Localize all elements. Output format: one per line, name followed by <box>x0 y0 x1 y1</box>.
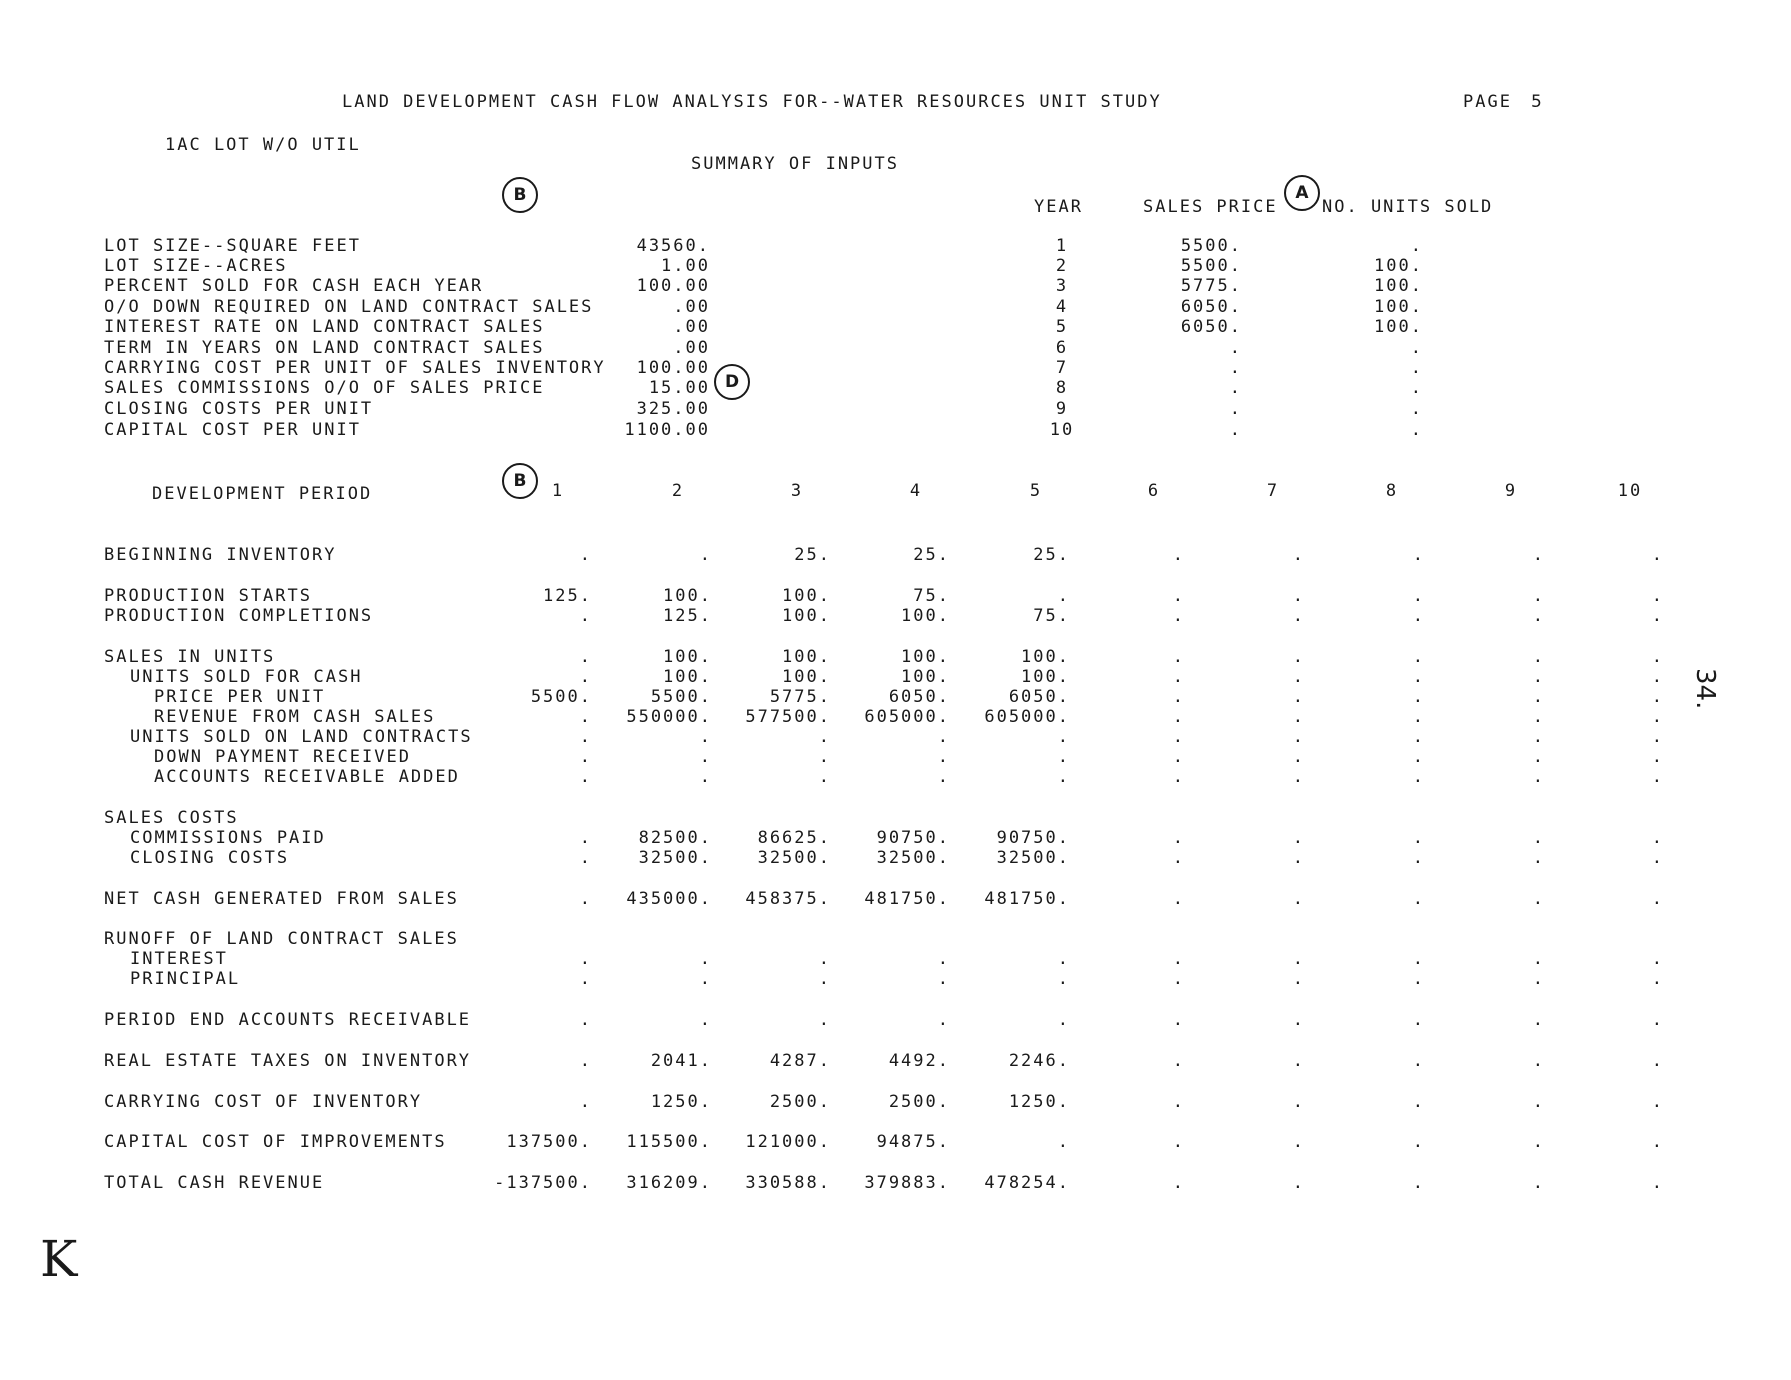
row-value: 605000. <box>984 707 1070 727</box>
row-value: . <box>1172 727 1185 747</box>
row-value: . <box>1412 1092 1425 1112</box>
row-value: 32500. <box>996 848 1070 868</box>
row-label: TOTAL CASH REVENUE <box>104 1173 325 1193</box>
row-value: . <box>1651 606 1664 626</box>
row-value: 478254. <box>984 1173 1070 1193</box>
input-value: 15.00 <box>648 378 710 398</box>
period-column-header: 8 <box>1385 481 1399 501</box>
row-value: . <box>1172 828 1185 848</box>
row-value: 100. <box>663 586 712 606</box>
row-label: REAL ESTATE TAXES ON INVENTORY <box>104 1051 472 1071</box>
schedule-units: . <box>1410 338 1423 358</box>
row-value: . <box>699 747 712 767</box>
row-value: . <box>579 969 592 989</box>
row-value: . <box>1532 889 1545 909</box>
row-value: . <box>579 1092 592 1112</box>
row-value: . <box>937 969 950 989</box>
schedule-price: 5500. <box>1180 236 1242 256</box>
period-column-header: 10 <box>1617 481 1643 501</box>
row-value: . <box>699 767 712 787</box>
input-label: PERCENT SOLD FOR CASH EACH YEAR <box>104 276 484 296</box>
row-value: . <box>1412 1132 1425 1152</box>
row-value: . <box>1651 1051 1664 1071</box>
schedule-units: . <box>1410 378 1423 398</box>
schedule-units: . <box>1410 420 1423 440</box>
period-column-header: 7 <box>1266 481 1280 501</box>
row-value: 125. <box>663 606 712 626</box>
row-value: . <box>1651 1010 1664 1030</box>
row-value: . <box>579 545 592 565</box>
summary-title: SUMMARY OF INPUTS <box>691 154 899 174</box>
row-value: . <box>1172 1132 1185 1152</box>
row-value: . <box>1172 1051 1185 1071</box>
input-value: 100.00 <box>636 276 710 296</box>
row-value: . <box>1651 949 1664 969</box>
schedule-year-header: YEAR <box>1034 197 1083 217</box>
schedule-year: 9 <box>1055 399 1069 419</box>
row-value: . <box>1292 1173 1305 1193</box>
row-value: . <box>1172 667 1185 687</box>
side-page-number: 34. <box>1690 668 1720 710</box>
row-value: . <box>1532 828 1545 848</box>
input-label: CAPITAL COST PER UNIT <box>104 420 361 440</box>
row-value: . <box>579 747 592 767</box>
row-value: . <box>1172 969 1185 989</box>
row-value: . <box>1292 606 1305 626</box>
input-value: 100.00 <box>636 358 710 378</box>
row-value: . <box>579 606 592 626</box>
row-value: . <box>699 545 712 565</box>
row-label: PRINCIPAL <box>130 969 241 989</box>
row-value: . <box>1172 747 1185 767</box>
input-value: 325.00 <box>636 399 710 419</box>
row-value: . <box>1532 667 1545 687</box>
row-value: . <box>1651 848 1664 868</box>
row-value: 6050. <box>1008 687 1070 707</box>
row-value: . <box>1651 767 1664 787</box>
row-label: SALES IN UNITS <box>104 647 276 667</box>
row-value: . <box>1651 707 1664 727</box>
row-value: 2246. <box>1008 1051 1070 1071</box>
row-value: . <box>818 767 831 787</box>
schedule-price: 5500. <box>1180 256 1242 276</box>
input-value: .00 <box>673 317 710 337</box>
schedule-units: 100. <box>1374 276 1423 296</box>
row-value: 100. <box>782 647 831 667</box>
row-value: . <box>1651 647 1664 667</box>
row-value: 4492. <box>888 1051 950 1071</box>
row-value: 100. <box>782 586 831 606</box>
handwritten-initial: K <box>40 1230 78 1288</box>
row-value: 115500. <box>626 1132 712 1152</box>
row-value: . <box>937 727 950 747</box>
row-value: . <box>1412 949 1425 969</box>
row-value: . <box>1532 606 1545 626</box>
row-value: 1250. <box>1008 1092 1070 1112</box>
period-column-header: 6 <box>1147 481 1161 501</box>
row-label: PRICE PER UNIT <box>154 687 326 707</box>
row-value: . <box>1532 848 1545 868</box>
schedule-price: . <box>1229 378 1242 398</box>
row-value: . <box>1292 687 1305 707</box>
schedule-price: 6050. <box>1180 297 1242 317</box>
annotation-b-circle: B <box>502 177 538 213</box>
row-value: . <box>1172 848 1185 868</box>
row-label: ACCOUNTS RECEIVABLE ADDED <box>154 767 460 787</box>
row-value: . <box>818 969 831 989</box>
row-value: 125. <box>543 586 592 606</box>
row-value: . <box>1532 969 1545 989</box>
row-value: . <box>1172 606 1185 626</box>
schedule-year: 5 <box>1055 317 1069 337</box>
row-value: . <box>1172 767 1185 787</box>
row-value: 32500. <box>757 848 831 868</box>
period-column-header: 5 <box>1029 481 1043 501</box>
row-value: 379883. <box>864 1173 950 1193</box>
row-value: . <box>1651 828 1664 848</box>
row-value: . <box>1292 707 1305 727</box>
input-label: CLOSING COSTS PER UNIT <box>104 399 374 419</box>
row-value: . <box>699 1010 712 1030</box>
row-value: . <box>1532 949 1545 969</box>
schedule-year: 3 <box>1055 276 1069 296</box>
row-value: . <box>1412 1173 1425 1193</box>
row-value: 2500. <box>888 1092 950 1112</box>
row-value: -137500. <box>494 1173 592 1193</box>
row-value: . <box>1172 1010 1185 1030</box>
row-value: . <box>937 1010 950 1030</box>
row-value: . <box>1172 586 1185 606</box>
row-label: CARRYING COST OF INVENTORY <box>104 1092 423 1112</box>
schedule-price-header: SALES PRICE <box>1143 197 1278 217</box>
row-value: . <box>818 747 831 767</box>
row-value: 550000. <box>626 707 712 727</box>
page-number: 5 <box>1531 92 1542 112</box>
row-label: CAPITAL COST OF IMPROVEMENTS <box>104 1132 447 1152</box>
row-value: 330588. <box>745 1173 831 1193</box>
row-value: . <box>1292 889 1305 909</box>
row-value: . <box>1412 687 1425 707</box>
row-value: . <box>1412 828 1425 848</box>
schedule-price: 5775. <box>1180 276 1242 296</box>
annotation-a-circle: A <box>1284 175 1320 211</box>
row-value: . <box>1532 1092 1545 1112</box>
row-value: . <box>1292 828 1305 848</box>
schedule-year: 2 <box>1055 256 1069 276</box>
schedule-year: 6 <box>1055 338 1069 358</box>
row-value: . <box>1651 687 1664 707</box>
row-value: 481750. <box>984 889 1070 909</box>
row-value: . <box>1651 1173 1664 1193</box>
row-value: . <box>1412 747 1425 767</box>
row-value: 100. <box>901 647 950 667</box>
input-value: .00 <box>673 297 710 317</box>
row-value: 25. <box>794 545 831 565</box>
row-value: . <box>1292 1010 1305 1030</box>
row-value: 2041. <box>650 1051 712 1071</box>
row-value: . <box>818 1010 831 1030</box>
row-value: 32500. <box>876 848 950 868</box>
row-value: . <box>1532 1173 1545 1193</box>
row-value: . <box>699 969 712 989</box>
schedule-price: 6050. <box>1180 317 1242 337</box>
row-value: . <box>1172 687 1185 707</box>
row-value: . <box>1172 1092 1185 1112</box>
row-value: . <box>1292 647 1305 667</box>
row-value: 481750. <box>864 889 950 909</box>
row-value: 25. <box>913 545 950 565</box>
row-value: 577500. <box>745 707 831 727</box>
period-column-header: 4 <box>909 481 923 501</box>
row-value: . <box>1292 1051 1305 1071</box>
row-value: . <box>937 747 950 767</box>
row-value: . <box>1172 545 1185 565</box>
row-value: . <box>1292 848 1305 868</box>
row-value: . <box>1532 747 1545 767</box>
period-header-label: DEVELOPMENT PERIOD <box>152 484 373 504</box>
row-label: NET CASH GENERATED FROM SALES <box>104 889 459 909</box>
schedule-units: 100. <box>1374 317 1423 337</box>
row-value: . <box>1057 969 1070 989</box>
schedule-price: . <box>1229 399 1242 419</box>
row-value: . <box>1412 848 1425 868</box>
row-value: . <box>1057 747 1070 767</box>
schedule-units-header: NO. UNITS SOLD <box>1322 197 1494 217</box>
row-value: . <box>1292 667 1305 687</box>
row-value: . <box>937 949 950 969</box>
row-value: . <box>1532 1051 1545 1071</box>
input-value: 1100.00 <box>624 420 710 440</box>
row-value: . <box>699 727 712 747</box>
study-subtitle: 1AC LOT W/O UTIL <box>165 135 361 155</box>
row-label: PRODUCTION STARTS <box>104 586 312 606</box>
row-value: 32500. <box>638 848 712 868</box>
row-value: 100. <box>663 647 712 667</box>
row-value: . <box>1651 747 1664 767</box>
row-value: 6050. <box>888 687 950 707</box>
row-value: . <box>1412 647 1425 667</box>
annotation-b2-circle: B <box>502 463 538 499</box>
schedule-units: . <box>1410 399 1423 419</box>
row-value: 100. <box>901 667 950 687</box>
period-column-header: 9 <box>1504 481 1518 501</box>
row-value: 1250. <box>650 1092 712 1112</box>
row-value: . <box>579 828 592 848</box>
schedule-year: 10 <box>1049 420 1075 440</box>
row-label: RUNOFF OF LAND CONTRACT SALES <box>104 929 459 949</box>
input-label: CARRYING COST PER UNIT OF SALES INVENTORY <box>104 358 606 378</box>
row-value: . <box>1292 747 1305 767</box>
annotation-d-circle: D <box>714 364 750 400</box>
row-value: . <box>1651 1092 1664 1112</box>
row-value: . <box>1532 1010 1545 1030</box>
schedule-year: 1 <box>1055 236 1069 256</box>
schedule-price: . <box>1229 358 1242 378</box>
row-value: . <box>1651 969 1664 989</box>
row-value: . <box>1057 1132 1070 1152</box>
row-value: . <box>579 889 592 909</box>
input-label: LOT SIZE--ACRES <box>104 256 288 276</box>
row-value: . <box>1172 889 1185 909</box>
row-value: 137500. <box>506 1132 592 1152</box>
row-value: . <box>1057 727 1070 747</box>
row-value: . <box>1532 545 1545 565</box>
row-value: . <box>1292 767 1305 787</box>
row-value: . <box>1412 727 1425 747</box>
schedule-price: . <box>1229 338 1242 358</box>
row-value: . <box>1292 949 1305 969</box>
row-value: . <box>1651 667 1664 687</box>
row-value: . <box>579 727 592 747</box>
row-value: 100. <box>1021 667 1070 687</box>
row-value: 90750. <box>996 828 1070 848</box>
row-value: 90750. <box>876 828 950 848</box>
row-value: 316209. <box>626 1173 712 1193</box>
row-value: . <box>579 647 592 667</box>
row-label: BEGINNING INVENTORY <box>104 545 337 565</box>
row-value: . <box>1412 889 1425 909</box>
schedule-units: 100. <box>1374 256 1423 276</box>
row-value: . <box>579 1010 592 1030</box>
row-value: . <box>1292 586 1305 606</box>
schedule-year: 8 <box>1055 378 1069 398</box>
schedule-year: 4 <box>1055 297 1069 317</box>
row-label: REVENUE FROM CASH SALES <box>154 707 436 727</box>
input-label: INTEREST RATE ON LAND CONTRACT SALES <box>104 317 545 337</box>
row-value: 121000. <box>745 1132 831 1152</box>
input-label: SALES COMMISSIONS O/O OF SALES PRICE <box>104 378 545 398</box>
row-value: . <box>1412 606 1425 626</box>
row-value: . <box>1292 969 1305 989</box>
row-value: . <box>1057 767 1070 787</box>
row-value: . <box>1651 586 1664 606</box>
period-column-header: 2 <box>671 481 685 501</box>
row-value: . <box>579 848 592 868</box>
row-value: . <box>1532 647 1545 667</box>
period-column-header: 1 <box>551 481 565 501</box>
row-value: 100. <box>1021 647 1070 667</box>
row-value: . <box>579 767 592 787</box>
row-value: 435000. <box>626 889 712 909</box>
row-value: . <box>1532 707 1545 727</box>
row-value: . <box>1172 707 1185 727</box>
row-value: . <box>1172 949 1185 969</box>
row-value: . <box>937 767 950 787</box>
row-value: . <box>1412 767 1425 787</box>
row-value: 94875. <box>876 1132 950 1152</box>
row-value: . <box>579 667 592 687</box>
row-value: 605000. <box>864 707 950 727</box>
row-value: . <box>818 727 831 747</box>
row-value: . <box>818 949 831 969</box>
row-label: INTEREST <box>130 949 228 969</box>
row-value: . <box>1651 889 1664 909</box>
input-value: .00 <box>673 338 710 358</box>
input-label: O/O DOWN REQUIRED ON LAND CONTRACT SALES <box>104 297 594 317</box>
row-value: . <box>1057 949 1070 969</box>
row-value: . <box>1651 727 1664 747</box>
period-column-header: 3 <box>790 481 804 501</box>
schedule-year: 7 <box>1055 358 1069 378</box>
row-value: . <box>1412 545 1425 565</box>
input-value: 43560. <box>636 236 710 256</box>
row-value: . <box>1412 707 1425 727</box>
row-value: 86625. <box>757 828 831 848</box>
row-value: . <box>699 949 712 969</box>
row-value: . <box>1532 586 1545 606</box>
report-title: LAND DEVELOPMENT CASH FLOW ANALYSIS FOR--WATER RESOURCES UNIT STUDY <box>342 92 1162 112</box>
row-value: 25. <box>1033 545 1070 565</box>
input-label: LOT SIZE--SQUARE FEET <box>104 236 361 256</box>
row-label: PERIOD END ACCOUNTS RECEIVABLE <box>104 1010 472 1030</box>
row-value: . <box>1057 586 1070 606</box>
row-value: . <box>1412 1051 1425 1071</box>
row-label: UNITS SOLD ON LAND CONTRACTS <box>130 727 473 747</box>
schedule-units: . <box>1410 358 1423 378</box>
row-value: 5500. <box>650 687 712 707</box>
row-label: CLOSING COSTS <box>130 848 290 868</box>
row-value: . <box>1412 667 1425 687</box>
row-value: . <box>579 707 592 727</box>
row-value: 100. <box>901 606 950 626</box>
row-value: . <box>1651 1132 1664 1152</box>
schedule-units: 100. <box>1374 297 1423 317</box>
schedule-price: . <box>1229 420 1242 440</box>
schedule-units: . <box>1410 236 1423 256</box>
input-label: TERM IN YEARS ON LAND CONTRACT SALES <box>104 338 545 358</box>
row-value: 100. <box>782 606 831 626</box>
row-value: 75. <box>1033 606 1070 626</box>
row-value: 458375. <box>745 889 831 909</box>
row-value: . <box>1532 767 1545 787</box>
input-value: 1.00 <box>661 256 710 276</box>
page-label: PAGE <box>1463 92 1512 112</box>
row-label: DOWN PAYMENT RECEIVED <box>154 747 411 767</box>
row-value: . <box>1292 1092 1305 1112</box>
row-value: 5775. <box>769 687 831 707</box>
row-value: 75. <box>913 586 950 606</box>
row-value: 2500. <box>769 1092 831 1112</box>
row-value: . <box>1532 1132 1545 1152</box>
row-label: COMMISSIONS PAID <box>130 828 326 848</box>
row-label: PRODUCTION COMPLETIONS <box>104 606 374 626</box>
row-value: 82500. <box>638 828 712 848</box>
row-value: . <box>1057 1010 1070 1030</box>
row-value: . <box>1292 545 1305 565</box>
row-value: . <box>1292 727 1305 747</box>
row-value: 100. <box>782 667 831 687</box>
row-value: . <box>579 1051 592 1071</box>
row-value: 4287. <box>769 1051 831 1071</box>
row-value: . <box>1651 545 1664 565</box>
row-value: . <box>1412 1010 1425 1030</box>
row-value: . <box>1172 1173 1185 1193</box>
row-value: 5500. <box>530 687 592 707</box>
row-label: SALES COSTS <box>104 808 239 828</box>
row-label: UNITS SOLD FOR CASH <box>130 667 363 687</box>
row-value: . <box>1412 586 1425 606</box>
row-value: . <box>1412 969 1425 989</box>
row-value: . <box>1292 1132 1305 1152</box>
row-value: . <box>1532 687 1545 707</box>
row-value: . <box>579 949 592 969</box>
row-value: . <box>1532 727 1545 747</box>
row-value: . <box>1172 647 1185 667</box>
row-value: 100. <box>663 667 712 687</box>
